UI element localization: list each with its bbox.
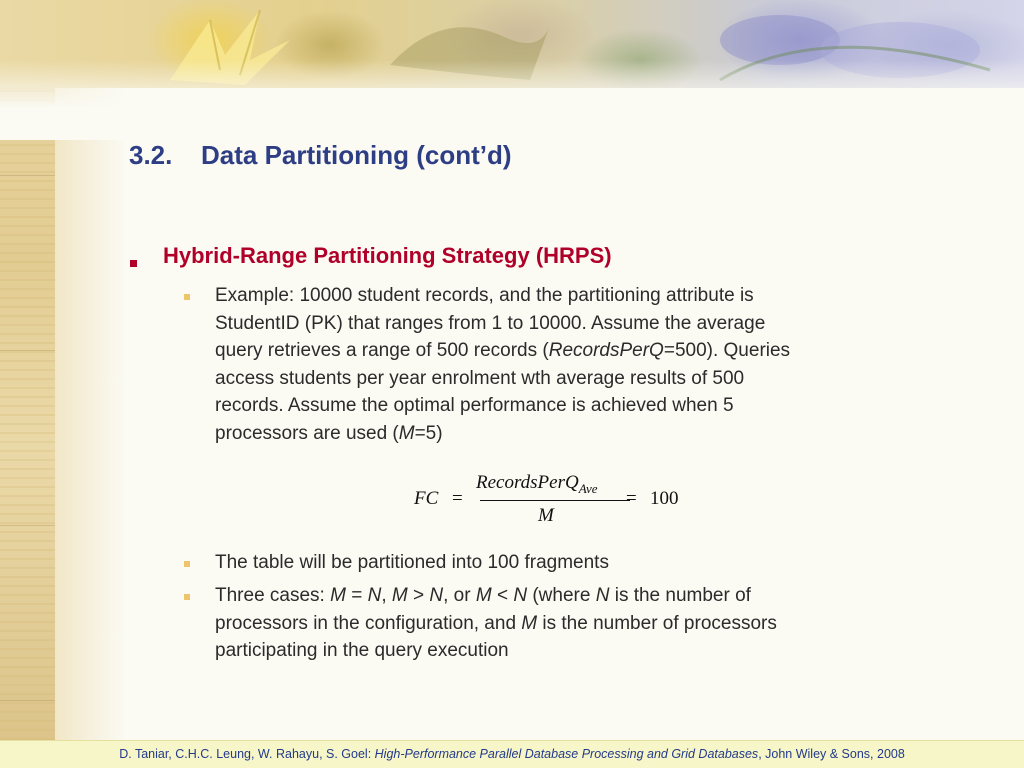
level2-bullet-icon — [184, 594, 190, 600]
example-text: =5) — [414, 422, 443, 444]
strip-divider — [0, 525, 55, 526]
formula-equals: = — [452, 488, 463, 509]
title-text: Data Partitioning (cont’d) — [201, 140, 512, 170]
example-text: =500). Queries — [663, 340, 791, 361]
level1-bullet-icon — [130, 260, 137, 267]
level2-bullet-icon — [184, 561, 190, 567]
fraction-bar — [480, 500, 630, 501]
cases-text: (where — [527, 585, 596, 606]
level2-bullet-icon — [184, 294, 190, 300]
fragments-item — [215, 549, 915, 577]
numerator-subscript: Ave — [578, 480, 598, 496]
cases-op: > — [407, 585, 430, 606]
formula-result: 100 — [650, 488, 679, 509]
formula-denominator: M — [538, 505, 554, 526]
m-var: M — [475, 585, 492, 606]
cases-text: is the number of processors — [537, 612, 777, 634]
formula-lhs: FC — [414, 488, 439, 509]
cases-paragraph — [215, 582, 915, 665]
m-var: M — [391, 585, 408, 606]
banner-fade — [0, 60, 1024, 140]
cases-line — [215, 582, 915, 610]
title-number: 3.2. — [129, 140, 173, 170]
example-paragraph — [215, 282, 915, 447]
n-var: N — [367, 585, 382, 606]
example-line: access students per year enrolment wth average results of 500 — [215, 367, 745, 389]
m-var: M — [398, 422, 415, 444]
m-var: M — [521, 612, 538, 634]
footer-authors: D. Taniar, C.H.C. Leung, W. Rahayu, S. Goel: — [119, 747, 375, 761]
cases-op: < — [491, 585, 514, 606]
cases-op: = — [345, 585, 368, 606]
footer-publisher: , John Wiley & Sons, 2008 — [758, 747, 905, 761]
strip-divider — [0, 350, 55, 351]
footer-bar — [0, 740, 1024, 768]
formula-numerator — [476, 472, 597, 497]
n-var: N — [513, 585, 528, 606]
n-var: N — [595, 585, 610, 606]
cases-text: is the number of — [609, 585, 751, 606]
cases-line — [215, 610, 915, 638]
example-line: StudentID (PK) that ranges from 1 to 10000. Assume the average — [215, 312, 766, 334]
fragments-text: The table will be partitioned into 100 fragments — [215, 552, 609, 573]
example-line: Example: 10000 student records, and the partitioning attribute is — [215, 285, 754, 306]
formula-equals: = — [626, 488, 637, 509]
footer-book-title: High-Performance Parallel Database Processing and Grid Databases — [374, 747, 759, 761]
example-line — [215, 337, 915, 365]
numerator-text: RecordsPerQ — [476, 472, 579, 493]
cases-text: , — [381, 585, 392, 606]
example-line — [215, 420, 915, 448]
cases-text: processors in the configuration, and — [215, 612, 522, 634]
cases-text: , or — [443, 585, 476, 606]
records-per-q-var: RecordsPerQ — [548, 340, 664, 361]
strip-divider — [0, 175, 55, 176]
strip-divider — [0, 700, 55, 701]
m-var: M — [330, 585, 346, 606]
example-line: records. Assume the optimal performance is achieved when 5 — [215, 395, 734, 416]
cases-line: participating in the query execution — [215, 640, 509, 661]
n-var: N — [429, 585, 444, 606]
example-text: query retrieves a range of 500 records ( — [215, 340, 549, 361]
slide-title — [129, 140, 512, 171]
hrps-heading: Hybrid-Range Partitioning Strategy (HRPS) — [163, 243, 612, 268]
example-text: processors are used ( — [215, 422, 399, 444]
cases-text: Three cases: — [215, 585, 331, 606]
footer-citation — [0, 747, 1024, 761]
